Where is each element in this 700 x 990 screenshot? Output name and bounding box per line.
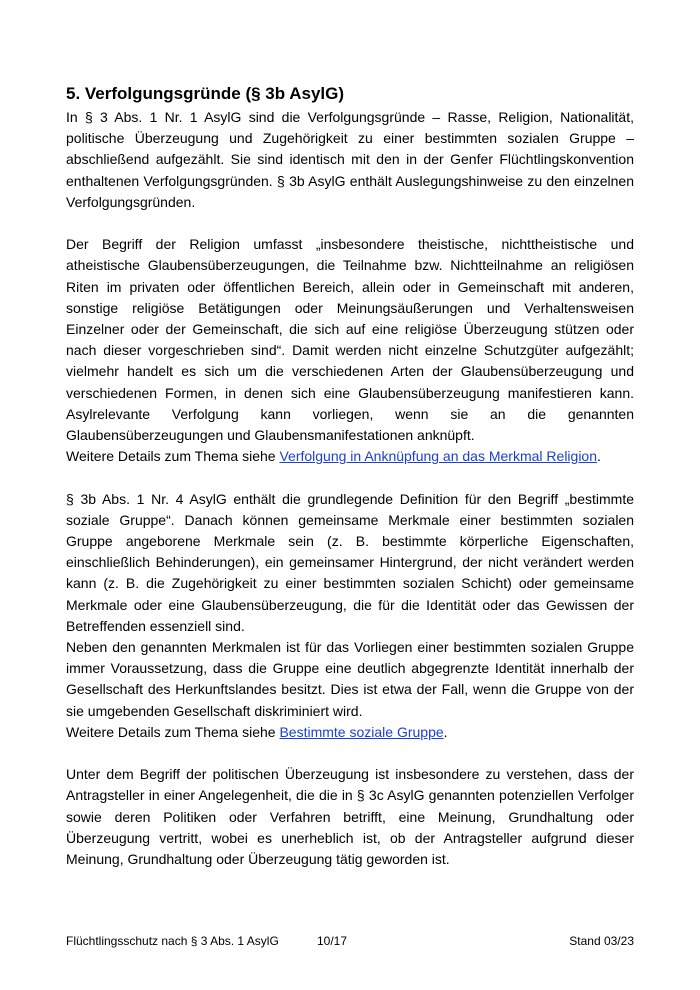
footer-date: Stand 03/23	[569, 934, 634, 948]
paragraph-religion: Der Begriff der Religion umfasst „insbesondere theistische, nichttheistische und atheistische Glaubensüberzeugungen, die Teilnahme bzw. Nichtteilnahme an religiösen Riten im privaten oder öffentlichen Bereich, allein oder in Gemeinschaft mit anderen, sonstige religiöse Betätigungen oder Meinungsäußerungen und Verhaltensweisen Einzelner oder der Gemeinschaft, die sich auf eine religiöse Überzeugung stützen oder nach dieser vorgeschrieben sind“. Damit werden nicht einzelne Schutzgüter aufgezählt; vielmehr handelt es sich um die verschiedenen Arten der Glaubensüberzeugung und verschiedenen Formen, in denen sich eine Glaubensüberzeugung manifestieren kann. Asylrelevante Verfolgung kann vorliegen, wenn sie an die genannten Glaubensüberzeugungen und Glaubensmanifestationen anknüpft.	[66, 236, 634, 444]
page-number: 10/17	[317, 934, 348, 948]
paragraph-spacer	[66, 213, 634, 234]
paragraph-spacer	[66, 467, 634, 488]
details-prefix: Weitere Details zum Thema siehe	[66, 448, 280, 465]
social-group-link[interactable]: Bestimmte soziale Gruppe	[279, 723, 444, 740]
section-heading: 5. Verfolgungsgründe (§ 3b AsylG)	[66, 84, 345, 103]
paragraph-social-group: § 3b Abs. 1 Nr. 4 AsylG enthält die grundlegende Definition für den Begriff „bestimmte soziale Gruppe“. Danach können gemeinsame Merkmale einer bestimmten sozialen Gruppe angeborene Merkmale sein (z. B. bestimmte körperliche Eigenschaften, einschließlich Behinderungen), ein gemeinsamer Hintergrund, der nicht verändert werden kann (z. B. die Zugehörigkeit zu einer bestimmten sozialen Schicht) oder gemeinsame Merkmale oder eine Glaubensüberzeugung, die für die Identität oder das Gewissen der Betreffenden essenziell sind.	[66, 490, 634, 634]
paragraph-intro: In § 3 Abs. 1 Nr. 1 AsylG sind die Verfolgungsgründe – Rasse, Religion, Nationalität, politische Überzeugung und Zugehörigkeit zu einer bestimmten sozialen Gruppe – abschließend aufgezählt. Sie sind identisch mit den in der Genfer Flüchtlingskonvention enthaltenen Verfolgungsgründen. § 3b AsylG enthält Auslegungshinweise zu den einzelnen Verfolgungsgründen.	[66, 109, 634, 210]
paragraph-social-group-details	[66, 722, 634, 743]
footer-title: Flüchtlingsschutz nach § 3 Abs. 1 AsylG	[66, 934, 279, 948]
paragraph-political: Unter dem Begriff der politischen Überzeugung ist insbesondere zu verstehen, dass der Antragsteller in einer Angelegenheit, die die in § 3c AsylG genannten potenziellen Verfolger sowie deren Politiken oder Verfahren betrifft, eine Meinung, Grundhaltung oder Überzeugung vertritt, wobei es unerheblich ist, ob der Antragsteller aufgrund dieser Meinung, Grundhaltung oder Überzeugung tätig geworden ist.	[66, 766, 634, 868]
details-suffix: .	[443, 723, 448, 740]
details-suffix: .	[597, 448, 601, 465]
paragraph-spacer	[66, 743, 634, 764]
religion-link[interactable]: Verfolgung in Anknüpfung an das Merkmal Religion	[279, 448, 598, 465]
paragraph-religion-details	[66, 446, 634, 467]
paragraph-social-group-identity: Neben den genannten Merkmalen ist für das Vorliegen einer bestimmten sozialen Gruppe immer Voraussetzung, dass die Gruppe eine deutlich abgegrenzte Identität innerhalb der Gesellschaft des Herkunftslandes besitzt. Dies ist etwa der Fall, wenn die Gruppe von der sie umgebenden Gesellschaft diskriminiert wird.	[66, 639, 634, 719]
details-prefix: Weitere Details zum Thema siehe	[66, 723, 280, 740]
document-page	[66, 82, 634, 870]
